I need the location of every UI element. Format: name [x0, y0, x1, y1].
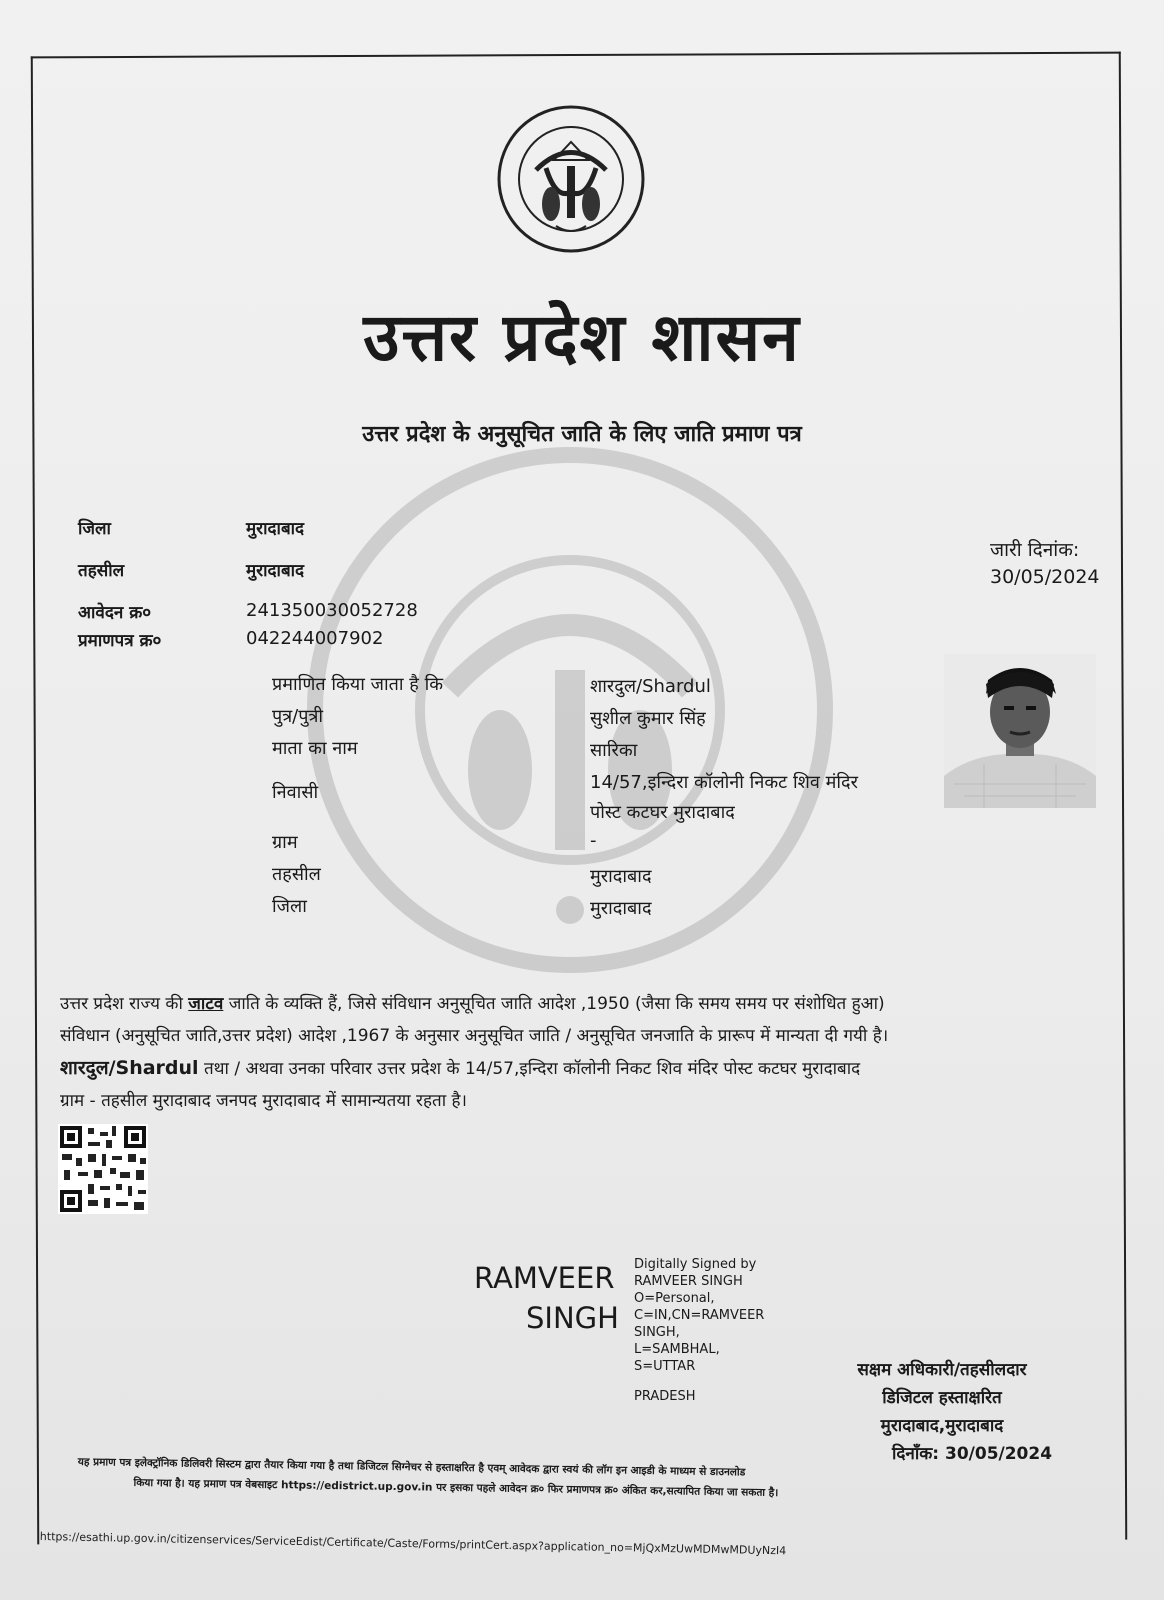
village-value: -: [590, 830, 597, 851]
issue-date-label: जारी दिनांक:: [990, 539, 1080, 561]
up-government-emblem: [496, 100, 646, 258]
tehsil-field-label: तहसील: [272, 864, 321, 885]
statement-text: तथा / अथवा उनका परिवार उत्तर प्रदेश के 14/57,इन्दिरा कॉलोनी निकट शिव मंदिर पोस्ट कटघर मुरादाबाद: [198, 1059, 861, 1079]
mother-name-label: माता का नाम: [272, 738, 358, 759]
signature-detail-line: C=IN,CN=RAMVEER: [634, 1308, 765, 1323]
footer-line-1: यह प्रमाण पत्र इलेक्ट्रॉनिक डिलिवरी सिस्टम द्वारा तैयार किया गया है तथा डिजिटल सिग्नेचर से हस्ताक्षरित है एवम् आवेदक द्वारा स्वयं की लॉग इन आइडी के माध्यम से डाउनलोड: [77, 1455, 746, 1479]
father-name: सुशील कुमार सिंह: [590, 708, 706, 729]
resident-label: निवासी: [272, 782, 319, 803]
signature-detail-line: O=Personal,: [634, 1291, 715, 1306]
statement-line-1: [60, 988, 1100, 1020]
district-field-value: मुरादाबाद: [590, 898, 652, 919]
mother-name: सारिका: [590, 740, 638, 761]
address-line-1: 14/57,इन्दिरा कॉलोनी निकट शिव मंदिर: [590, 772, 858, 793]
signature-details: [634, 1256, 764, 1375]
applicant-name: शारदुल/Shardul: [590, 676, 711, 697]
statement-line-2: संविधान (अनुसूचित जाति,उत्तर प्रदेश) आदेश ,1967 के अनुसार अनुसूचित जाति / अनुसूचित जनजाति के प्रारूप में मान्यता दी गयी है।: [60, 1026, 889, 1046]
application-number: 241350030052728: [246, 600, 418, 621]
tehsil-field-value: मुरादाबाद: [590, 866, 652, 887]
signature-detail-line: SINGH,: [634, 1325, 680, 1340]
footer-line-2: किया गया है। यह प्रमाण पत्र वेबसाइट https://edistrict.up.gov.in पर इसका पहले आवेदन क्र० फिर प्रमाणपत्र क्र० अंकित कर,सत्यापित किया जा सकता है।: [133, 1476, 779, 1500]
signature-detail-line: L=SAMBHAL,: [634, 1342, 720, 1357]
signature-state: PRADESH: [634, 1389, 696, 1404]
signer-name-line-2: SINGH: [526, 1301, 619, 1335]
certificate-statement: [60, 988, 1100, 1117]
signer-name-line-1: RAMVEER: [474, 1261, 615, 1295]
watermark-emblem: [300, 440, 840, 980]
caste-name: जाटव: [188, 994, 224, 1014]
tehsil-label: तहसील: [78, 561, 125, 581]
statement-line-4: ग्राम - तहसील मुरादाबाद जनपद मुरादाबाद में सामान्यतया रहता है।: [60, 1091, 467, 1111]
signature-detail-line: Digitally Signed by: [634, 1257, 757, 1272]
signature-detail-line: RAMVEER SINGH: [634, 1274, 743, 1289]
qr-code: [58, 1124, 148, 1214]
page-title: उत्तर प्रदेश शासन: [363, 298, 801, 376]
print-url: https://esathi.up.gov.in/citizenservices/ServiceEdist/Certificate/Caste/Forms/printCert.aspx?application_no=MjQxMzUwMDMwMDUyNzI4: [39, 1530, 787, 1558]
signer-name: [474, 1258, 619, 1338]
issue-date: 30/05/2024: [990, 566, 1100, 588]
certificate-subtitle: उत्तर प्रदेश के अनुसूचित जाति के लिए जाति प्रमाण पत्र: [362, 422, 802, 447]
district-field-label: जिला: [272, 896, 307, 917]
application-label: आवेदन क्र०: [78, 603, 152, 623]
village-label: ग्राम: [272, 832, 298, 853]
child-of-label: पुत्र/पुत्री: [272, 706, 324, 727]
officer-location: मुरादाबाद,मुरादाबाद: [880, 1416, 1004, 1436]
officer-sign-date: दिनाँक: 30/05/2024: [891, 1444, 1053, 1464]
signature-detail-line: S=UTTAR: [634, 1359, 696, 1374]
statement-text: उत्तर प्रदेश राज्य की: [60, 994, 189, 1014]
officer-designation: सक्षम अधिकारी/तहसीलदार: [857, 1360, 1027, 1380]
district-label: जिला: [78, 519, 111, 539]
applicant-photo: [944, 654, 1096, 808]
certificate-number: 042244007902: [246, 628, 384, 649]
statement-applicant-name: शारदुल/Shardul: [60, 1057, 199, 1079]
digitally-signed-note: डिजिटल हस्ताक्षरित: [882, 1388, 1002, 1408]
certify-label: प्रमाणित किया जाता है कि: [272, 674, 444, 695]
issuing-officer-block: [812, 1356, 1072, 1468]
statement-line-3: [60, 1052, 1100, 1085]
tehsil-value: मुरादाबाद: [246, 561, 305, 581]
district-value: मुरादाबाद: [246, 519, 305, 539]
address-line-2: पोस्ट कटघर मुरादाबाद: [590, 802, 735, 823]
statement-text: जाति के व्यक्ति हैं, जिसे संविधान अनुसूचित जाति आदेश ,1950 (जैसा कि समय समय पर संशोधित हुआ): [223, 994, 885, 1014]
certificate-label: प्रमाणपत्र क्र०: [78, 631, 162, 651]
